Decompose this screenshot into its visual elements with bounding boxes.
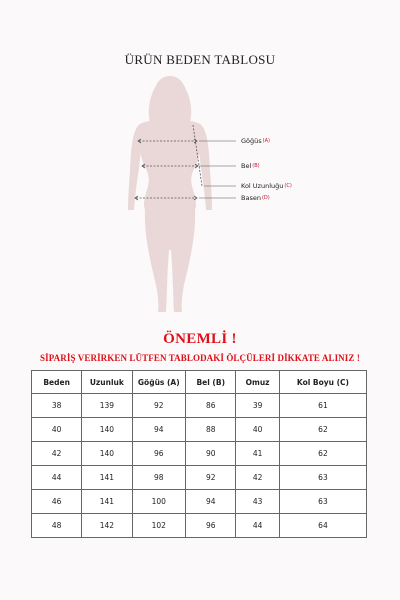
table-cell: 88	[186, 418, 236, 442]
table-cell: 42	[236, 466, 280, 490]
page-title: ÜRÜN BEDEN TABLOSU	[124, 52, 276, 67]
table-cell: 142	[82, 514, 132, 538]
table-row	[32, 442, 367, 466]
table-cell: 96	[186, 514, 236, 538]
table-cell: 141	[82, 490, 132, 514]
table-cell: 63	[279, 466, 366, 490]
table-cell: 62	[279, 442, 366, 466]
table-cell: 92	[186, 466, 236, 490]
header-bel: Bel (B)	[186, 371, 236, 394]
header-beden: Beden	[32, 371, 82, 394]
table-cell: 44	[32, 466, 82, 490]
table-cell: 86	[186, 394, 236, 418]
table-cell: 38	[32, 394, 82, 418]
measure-label-hip: Basen(D)	[241, 194, 270, 202]
measure-label-arm-length: Kol Uzunluğu(C)	[241, 182, 292, 190]
table-cell: 62	[279, 418, 366, 442]
table-row	[32, 394, 367, 418]
table-cell: 63	[279, 490, 366, 514]
table-cell: 100	[132, 490, 186, 514]
table-cell: 43	[236, 490, 280, 514]
measure-label-chest: Göğüs(A)	[241, 137, 270, 145]
table-cell: 40	[236, 418, 280, 442]
table-cell: 40	[32, 418, 82, 442]
table-cell: 61	[279, 394, 366, 418]
important-heading: ÖNEMLİ !	[163, 331, 237, 347]
header-uzunluk: Uzunluk	[82, 371, 132, 394]
table-cell: 39	[236, 394, 280, 418]
table-cell: 46	[32, 490, 82, 514]
header-omuz: Omuz	[236, 371, 280, 394]
table-cell: 42	[32, 442, 82, 466]
measure-label-waist: Bel(B)	[241, 162, 260, 170]
table-row	[32, 418, 367, 442]
table-cell: 64	[279, 514, 366, 538]
table-row	[32, 490, 367, 514]
table-cell: 44	[236, 514, 280, 538]
table-cell: 140	[82, 442, 132, 466]
table-cell: 98	[132, 466, 186, 490]
table-row	[32, 466, 367, 490]
header-gogus: Göğüs (A)	[132, 371, 186, 394]
table-cell: 94	[132, 418, 186, 442]
table-cell: 141	[82, 466, 132, 490]
table-cell: 41	[236, 442, 280, 466]
header-kol-boyu: Kol Boyu (C)	[279, 371, 366, 394]
body-silhouette-figure	[0, 70, 400, 320]
table-row	[32, 514, 367, 538]
table-cell: 48	[32, 514, 82, 538]
table-cell: 102	[132, 514, 186, 538]
table-cell: 92	[132, 394, 186, 418]
table-cell: 139	[82, 394, 132, 418]
table-header-row	[32, 371, 367, 394]
table-cell: 96	[132, 442, 186, 466]
size-table	[31, 370, 367, 538]
table-cell: 94	[186, 490, 236, 514]
table-cell: 140	[82, 418, 132, 442]
warning-text: SİPARİŞ VERİRKEN LÜTFEN TABLODAKİ ÖLÇÜLERİ DİKKATE ALINIZ !	[40, 353, 360, 363]
table-cell: 90	[186, 442, 236, 466]
